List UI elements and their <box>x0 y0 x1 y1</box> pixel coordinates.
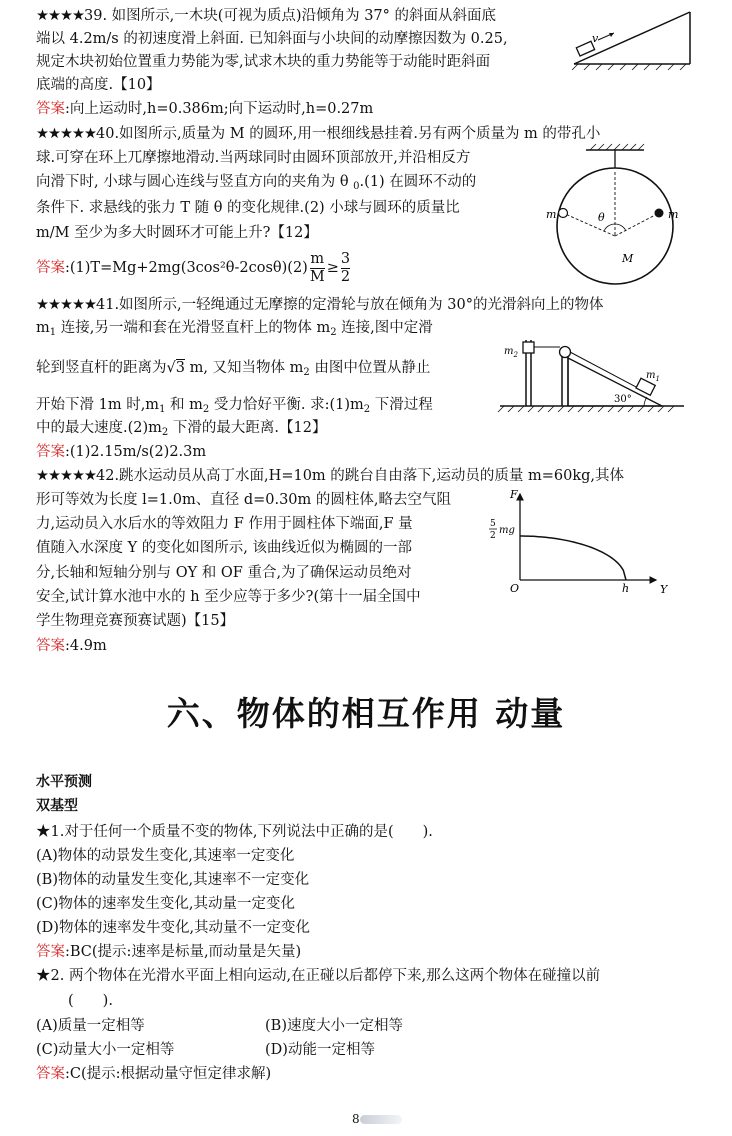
q41-line-2: $m_1$ 连接,另一端和套在光滑竖直杆上的物体 $m_2$ 连接,图中定滑 <box>36 320 433 338</box>
angle-label: 30° <box>614 394 632 405</box>
p2-option-c: (C)动量大小一定相等 <box>36 1042 175 1058</box>
mass-ratio-fraction: $\frac{m}{M}$ <box>309 250 325 285</box>
section-heading-double-basic: 双基型 <box>36 798 78 814</box>
q40-line-4: 条件下. 求悬线的张力 T 随 θ 的变化规律.(2) 小球与圆环的质量比 <box>36 200 460 216</box>
chapter-title: 六、物体的相互作用 动量 <box>166 694 566 733</box>
q40-line-1: ★★★★★40.如图所示,质量为 M 的圆环,用一根细线悬挂着.另有两个质量为 m 的带孔小 <box>36 126 601 142</box>
q42-line-2: 形可等效为长度 l=1.0m、直径 d=0.30m 的圆柱体,略去空气阻 <box>36 492 451 508</box>
pulley-figure <box>496 330 688 418</box>
ring-figure <box>540 142 690 290</box>
p1-option-a: (A)物体的动景发生变化,其速率一定变化 <box>36 848 295 864</box>
p2-stem-blank: ( ). <box>68 993 113 1009</box>
q42-line-7: 学生物理竞赛预赛试题)【15】 <box>36 613 235 629</box>
q42-line-1: ★★★★★42.跳水运动员从高丁水面,H=10m 的跳台自由落下,运动员的质量 m=60kg,其体 <box>36 468 625 484</box>
q39-line-1: ★★★★39. 如图所示,一木块(可视为质点)沿倾角为 37° 的斜面从斜面底 <box>36 8 497 24</box>
right-mass-label: m <box>668 208 679 221</box>
q42-line-4: 值随入水深度 Y 的变化如图所示, 该曲线近似为椭圆的一部 <box>36 540 413 556</box>
force-curve <box>520 536 626 580</box>
q40-line-2: 球.可穿在环上兀摩擦地滑动.当两球同时由圆环顶部放开,并沿相反方 <box>36 150 471 166</box>
p2-option-a: (A)质量一定相等 <box>36 1018 145 1034</box>
velocity-label: v <box>592 32 599 45</box>
p1-stem: ★1.对于任何一个质量不变的物体,下列说法中正确的是( ). <box>36 824 433 840</box>
ring-mass-label: M <box>622 252 634 265</box>
pulley-wheel <box>560 347 571 358</box>
q41-line-5: 中的最大速度$.(2)m_2$ 下滑的最大距离.【12】 <box>36 420 327 438</box>
svg-text:mg: mg <box>499 525 515 536</box>
svg-text:2: 2 <box>490 531 496 541</box>
x-axis-label: Y <box>660 583 668 596</box>
q41-line-4: 开始下滑 1m 时$,m_1$ 和 $m_2$ 受力恰好平衡. 求$:(1)m_2$ 下滑过程 <box>36 397 433 415</box>
p1-answer: 答案:BC(提示:速率是标量,而动量是矢量) <box>36 944 302 960</box>
p2-option-b: (B)速度大小一定相等 <box>265 1018 403 1034</box>
theta-label: θ <box>598 211 605 224</box>
label-m2: $m_2$ <box>504 346 518 359</box>
q39-line-2: 端以 4.2m/s 的初速度滑上斜面. 已知斜面与小块间的动摩擦因数为 0.25, <box>36 31 508 47</box>
p1-option-d: (D)物体的速率发牛变化,其动量不一定变化 <box>36 920 311 936</box>
q39-line-4: 底端的高度.【10】 <box>36 77 161 93</box>
q41-line-3: 轮到竖直杆的距离为√3 m, 又知当物体 $m_2$ 由图中位置从静止 <box>36 360 431 378</box>
left-mass-label: m <box>546 208 557 221</box>
p1-option-c: (C)物体的速率发生变化,其动量一定变化 <box>36 896 296 912</box>
y-axis-label: F <box>510 488 518 501</box>
block-m2 <box>523 342 534 353</box>
right-ball <box>655 209 664 218</box>
force-depth-chart <box>484 488 674 600</box>
q42-line-5: 分,长轴和短轴分别与 OY 和 OF 重合,为了确保运动员绝对 <box>36 565 412 581</box>
y-tick-label <box>489 519 515 541</box>
x-tick-h: h <box>622 582 630 595</box>
q41-line-1: ★★★★★41.如图所示,一轻绳通过无摩擦的定滑轮与放在倾角为 30°的光滑斜向上的物体 <box>36 297 604 313</box>
q40-line-3: 向滑下时, 小球与圆心连线与竖直方向的夹角为 θ $_0$.(1) 在圆环不动的 <box>36 174 477 192</box>
q42-line-3: 力,运动员入水后水的等效阻力 F 作用于圆柱体下端面,F 量 <box>36 516 413 532</box>
q39-answer: 答案:向上运动时,h=0.386m;向下运动时,h=0.27m <box>36 101 374 117</box>
three-halves-fraction: $\frac{3}{2}$ <box>340 250 351 285</box>
svg-text:5: 5 <box>490 519 496 529</box>
label-m1: $m_1$ <box>646 370 660 383</box>
p2-answer: 答案:C(提示:根据动量守恒定律求解) <box>36 1066 272 1082</box>
p2-option-d: (D)动能一定相等 <box>265 1042 375 1058</box>
q39-line-3: 规定木块初始位置重力势能为零,试求木块的重力势能等于动能时距斜面 <box>36 54 491 70</box>
page-shade-decoration <box>360 1115 402 1124</box>
sqrt-symbol: √3 <box>166 360 185 376</box>
incline-figure <box>566 6 696 70</box>
p2-stem: ★2. 两个物体在光滑水平面上相向运动,在正碰以后都停下来,那么这两个物体在碰撞以前 <box>36 968 601 984</box>
section-heading-level-prediction: 水平预测 <box>36 774 92 790</box>
left-ball <box>559 209 568 218</box>
q41-answer: 答案:(1)2.15m/s(2)2.3m <box>36 444 207 460</box>
q42-line-6: 安全,试计算水池中水的 h 至少应等于多少?(第十一届全国中 <box>36 589 421 605</box>
q40-line-5: m/M 至少为多大时圆环才可能上升?【12】 <box>36 225 318 241</box>
q42-answer: 答案:4.9m <box>36 638 107 654</box>
p1-option-b: (B)物体的动量发生变化,其速率不一定变化 <box>36 872 310 888</box>
q40-answer: 答案:(1)T=Mg+2mg(3cos²θ-2cosθ)(2) $\frac{m}{M}$ ≥ $\frac{3}{2}$ <box>36 250 351 285</box>
origin-label: O <box>510 582 520 595</box>
page-number: 8 <box>352 1112 360 1126</box>
